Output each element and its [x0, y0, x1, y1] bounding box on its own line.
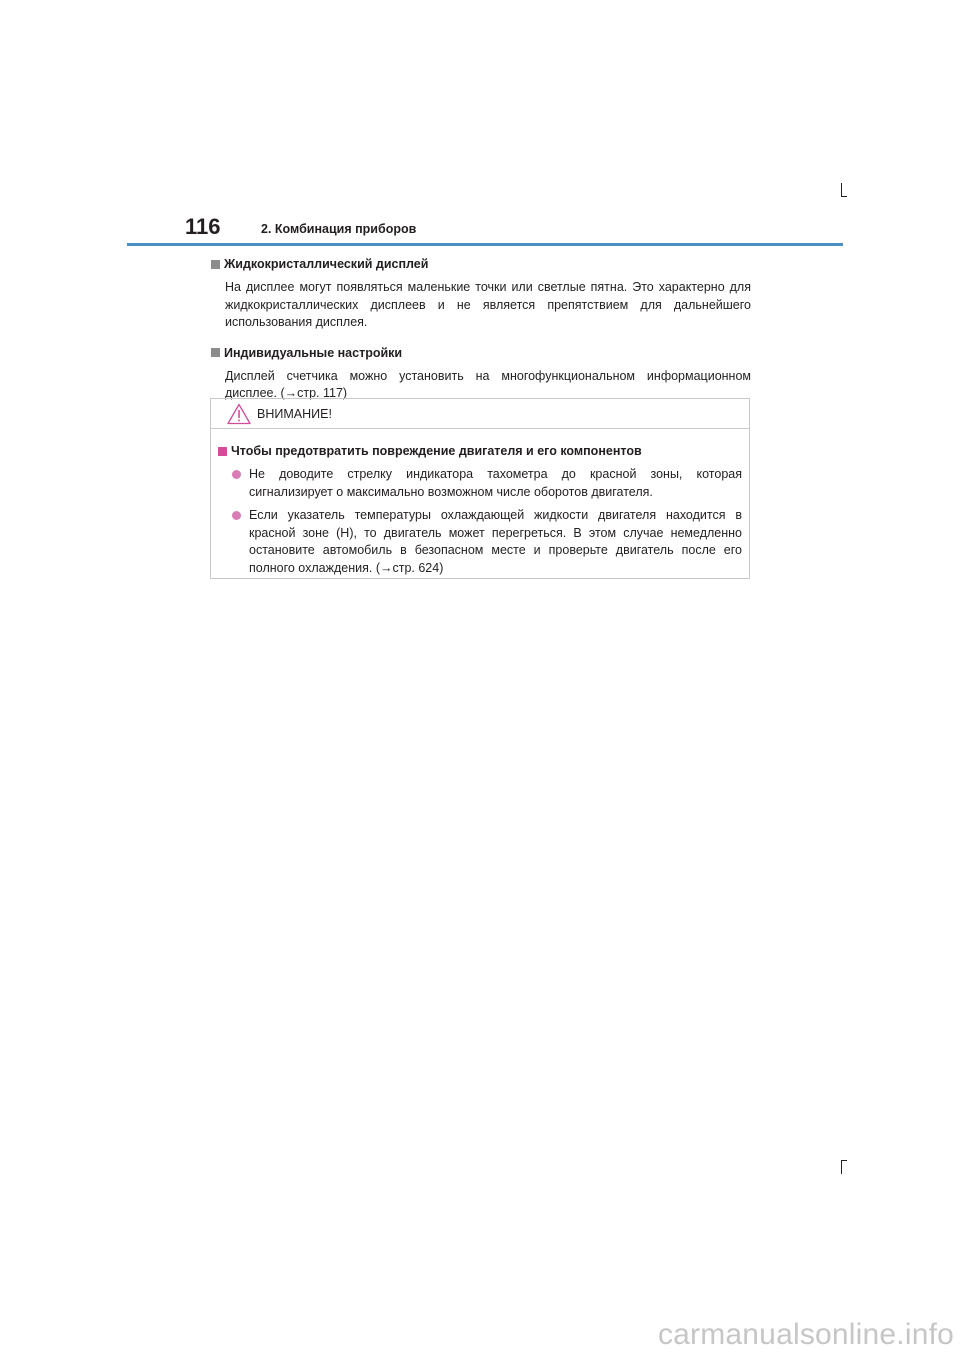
warning-triangle-icon: [227, 403, 251, 425]
square-bullet-icon: [211, 260, 220, 269]
page-number: 116: [185, 214, 221, 239]
warning-title: ВНИМАНИЕ!: [257, 406, 332, 421]
header-rule: [127, 243, 843, 246]
page-header: [185, 214, 845, 244]
warning-bullet-item: [218, 466, 742, 501]
warning-bullet-text: Не доводите стрелку индикатора тахометра до красной зоны, которая сигнализирует о максимально возможном числе оборотов двигателя.: [249, 467, 742, 499]
warning-bullet-item: [218, 507, 742, 577]
warning-heading: [218, 442, 742, 460]
section-heading-settings: [211, 344, 751, 362]
section-paragraph-settings: Дисплей счетчика можно установить на многофункциональном информационном дисплее. (→стр. 117): [225, 368, 751, 400]
warning-heading-text: Чтобы предотвратить повреждение двигателя и его компонентов: [231, 444, 642, 458]
section-heading-lcd: [211, 255, 751, 273]
section-paragraph-lcd: На дисплее могут появляться маленькие точки или светлые пятна. Это характерно для жидкокристаллических дисплеев и не является препятствием для дальнейшего использования дисплея.: [225, 280, 751, 329]
square-bullet-icon: [211, 348, 220, 357]
section-heading-text: Индивидуальные настройки: [224, 345, 403, 360]
crop-mark-bottom: [841, 1160, 842, 1174]
section-heading-text: Жидкокристаллический дисплей: [224, 257, 429, 271]
crop-mark-top: [841, 183, 842, 197]
dot-bullet-icon: [232, 470, 241, 479]
warning-body: [211, 429, 749, 577]
warning-box: [210, 398, 750, 579]
main-content: [211, 255, 751, 403]
dot-bullet-icon: [232, 511, 241, 520]
watermark-text: carmanualsonline.info: [657, 1318, 954, 1351]
chapter-title: 2. Комбинация приборов: [261, 222, 417, 236]
warning-bullet-text: Если указатель температуры охлаждающей жидкости двигателя находится в красной зоне (H), то двигатель может перегреться. В этом случае немедленно остановите автомобиль в безопасном месте и проверьте двигатель после его полного охлаждения. (→стр. 624): [249, 508, 742, 575]
square-bullet-icon: [218, 447, 227, 456]
warning-header: [211, 399, 749, 429]
watermark: [0, 1318, 960, 1352]
